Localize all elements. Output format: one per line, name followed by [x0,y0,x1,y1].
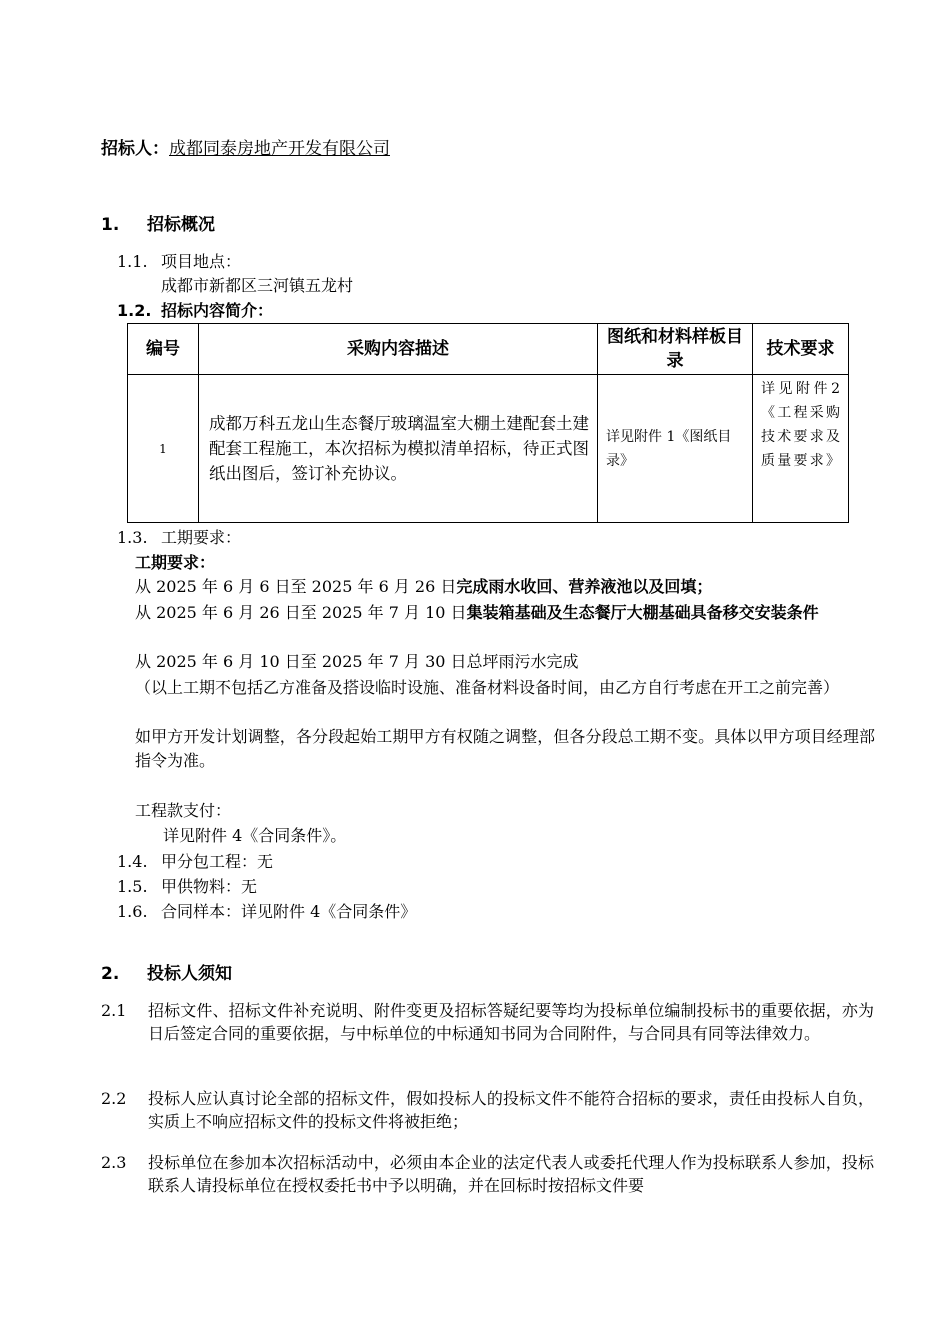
row-drawings: 详见附件 1《图纸目录》 [598,375,753,523]
procurement-table [127,323,849,523]
schedule-line-2-task: 集装箱基础及生态餐厅大棚基础具备移交安装条件 [466,603,819,622]
item-1-2-number: 1.2. [117,301,152,320]
schedule-line-2-dates: 从 2025 年 6 月 26 日至 2025 年 7 月 10 日 [135,603,467,622]
header-description: 采购内容描述 [199,324,598,375]
header-tech: 技术要求 [753,324,849,375]
item-1-3-label: 工期要求： [161,528,242,547]
schedule-line-3: 从 2025 年 6 月 10 日至 2025 年 7 月 30 日总坪雨污水完成 [135,652,579,671]
item-1-1-number: 1.1. [117,252,148,271]
schedule-line-1-task: 完成雨水收回、营养液池以及回填； [456,577,713,596]
section1-number: 1. [101,215,120,235]
schedule-line-1-dates: 从 2025 年 6 月 6 日至 2025 年 6 月 26 日 [135,577,457,596]
row-number: 1 [128,375,199,523]
item-2-1-text: 招标文件、招标文件补充说明、附件变更及招标答疑纪要等均为投标单位编制投标书的重要依据，亦为日后签定合同的重要依据，与中标单位的中标通知书同为合同附件，与合同具有同等法律效力。 [148,1001,874,1043]
schedule-line-2 [135,601,875,625]
payment-label: 工程款支付： [135,801,232,820]
row-tech: 详见附件2《工程采购技术要求及质量要求》 [753,375,849,523]
item-1-1-label: 项目地点： [161,252,242,271]
schedule-note: （以上工期不包括乙方准备及搭设临时设施、准备材料设备时间，由乙方自行考虑在开工之前完善） [135,678,840,697]
section1-title: 招标概况 [147,215,215,235]
row-description: 成都万科五龙山生态餐厅玻璃温室大棚土建配套土建配套工程施工，本次招标为模拟清单招标，待正式图纸出图后，签订补充协议。 [199,375,598,523]
project-location: 成都市新都区三河镇五龙村 [161,276,354,295]
tenderer-line [101,138,390,160]
item-2-3-number: 2.3 [101,1153,127,1172]
schedule-subtitle: 工期要求： [135,553,216,572]
section2-number: 2. [101,964,120,984]
item-1-5-text: 甲供物料：无 [161,877,258,896]
item-2-2-text: 投标人应认真讨论全部的招标文件，假如投标人的投标文件不能符合招标的要求，责任由投标人自负，实质上不响应招标文件的投标文件将被拒绝； [148,1089,874,1131]
table-header-row [128,324,849,375]
item-1-6-text: 合同样本：详见附件 4《合同条件》 [161,902,417,921]
item-1-4-number: 1.4. [117,852,148,871]
item-1-4-text: 甲分包工程：无 [161,852,274,871]
item-1-3-number: 1.3. [117,528,148,547]
tenderer-label: 招标人： [101,139,169,159]
item-1-2-label: 招标内容简介： [161,301,274,320]
schedule-line-1 [135,576,712,598]
header-drawings: 图纸和材料样板目录 [598,324,753,375]
section2-title: 投标人须知 [147,964,232,984]
item-2-1-number: 2.1 [101,1001,127,1020]
tenderer-name: 成都同泰房地产开发有限公司 [169,139,390,159]
item-1-5-number: 1.5. [117,877,148,896]
payment-value: 详见附件 4《合同条件》。 [163,826,347,845]
table-row [128,375,849,523]
item-1-6-number: 1.6. [117,902,148,921]
item-2-2-number: 2.2 [101,1089,127,1108]
header-number: 编号 [128,324,199,375]
schedule-adjust: 如甲方开发计划调整，各分段起始工期甲方有权随之调整，但各分段总工期不变。具体以甲方项目经理部指令为准。 [135,727,875,770]
item-2-3-text: 投标单位在参加本次招标活动中，必须由本企业的法定代表人或委托代理人作为投标联系人参加，投标联系人请投标单位在授权委托书中予以明确，并在回标时按招标文件要 [148,1153,874,1195]
